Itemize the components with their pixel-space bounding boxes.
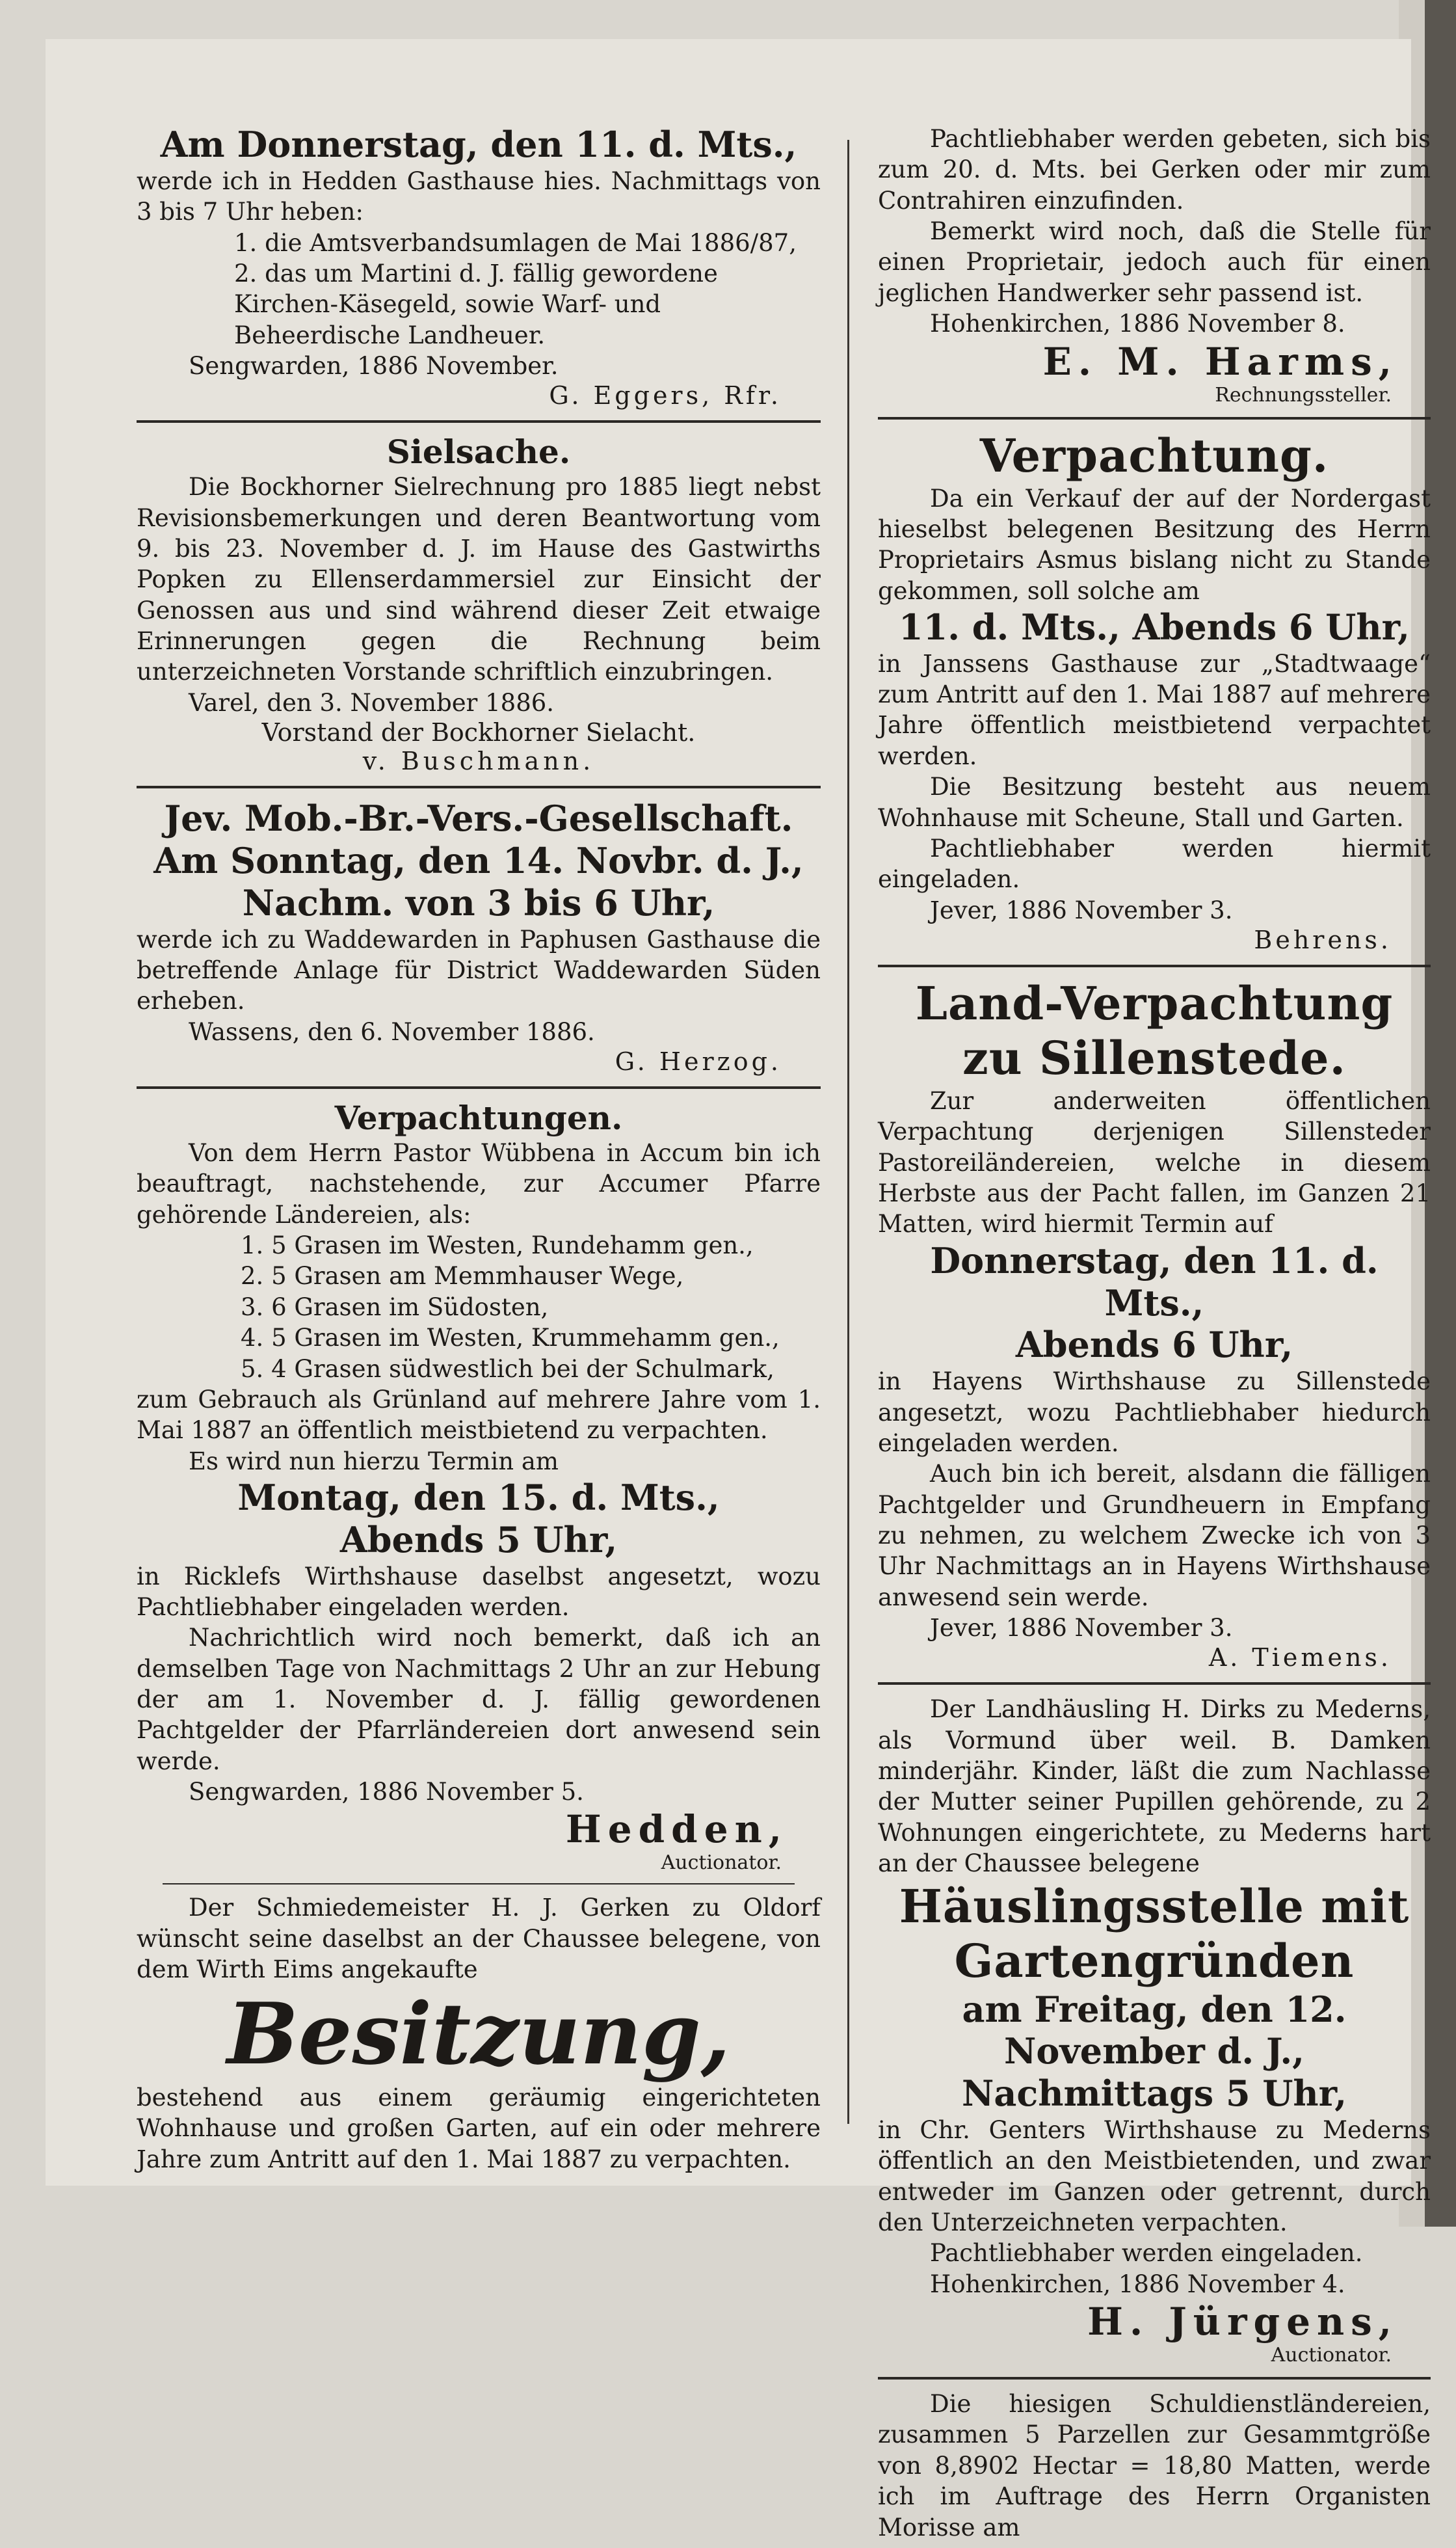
notice-date-heading: Montag, den 15. d. Mts., <box>237 1476 720 1518</box>
notice-text: Der Landhäusling H. Dirks zu Mederns, als Vormund über weil. B. Damken minderjähr. Kinder, läßt die zum Nachlasse der Mutter seiner Pupillen gehörende, zu 2 Wohnungen eingerichtete, zu Mederns hart an der Chaussee belegene <box>878 1695 1431 1878</box>
notice-text: in Ricklefs Wirthshause daselbst angesetzt, wozu Pachtliebhaber eingeladen werden. <box>137 1562 821 1621</box>
notice-date: Jever, 1886 November 3. <box>930 896 1233 924</box>
section-rule <box>878 965 1431 967</box>
notice-text: Der Schmiedemeister H. J. Gerken zu Oldorf wünscht seine daselbst an der Chaussee belegene, von dem Wirth Eims angekaufte <box>137 1894 821 1984</box>
notice-text: Die Bockhorner Sielrechnung pro 1885 liegt nebst Revisionsbemerkungen und deren Beantwortung vom 9. bis 23. November d. J. im Hause des Gastwirths Popken zu Ellenserdammersiel zur Einsicht der Genossen aus und sind während dieser Zeit etwaige Erinnerungen gegen die Rechnung beim unterzeichneten Vorstande schriftlich einzubringen. <box>137 473 821 686</box>
notice-text: Die Besitzung besteht aus neuem Wohnhause mit Scheune, Stall und Garten. <box>878 773 1431 832</box>
notice-heading-2: Gartengründen <box>954 1933 1355 1988</box>
notice-heading: Verpachtung. <box>979 428 1329 483</box>
notice-signature: G. Herzog. <box>615 1047 782 1077</box>
notice-signature: Hedden, <box>565 1807 788 1852</box>
notice-subheading: zu Sillenstede. <box>962 1030 1346 1085</box>
notice-date-heading: Am Sonntag, den 14. Novbr. d. J., <box>153 839 804 881</box>
notice-board: Vorstand der Bockhorner Sielacht. <box>261 718 696 747</box>
notice-text: in Chr. Genters Wirthshause zu Mederns öffentlich an den Meistbietenden, und zwar entweder im Ganzen oder getrennt, durch den Unterzeichneten verpachten. <box>878 2115 1431 2237</box>
notice-date: Sengwarden, 1886 November. <box>189 351 559 380</box>
column-divider <box>847 140 849 2124</box>
section-rule <box>163 1883 795 1884</box>
notice-tax-collection <box>137 124 821 410</box>
notice-text: Pachtliebhaber werden hiermit eingeladen. <box>878 834 1431 894</box>
notice-text: Pachtliebhaber werden eingeladen. <box>930 2239 1363 2268</box>
notice-role: Auctionator. <box>661 1851 782 1875</box>
notice-continued <box>878 124 1431 407</box>
notice-verpachtungen <box>137 1098 821 1874</box>
notice-heading: Häuslingsstelle mit <box>899 1879 1410 1933</box>
list-item: 4. 5 Grasen im Westen, Krummehamm gen., <box>241 1324 780 1352</box>
notice-role: Rechnungssteller. <box>1215 383 1392 407</box>
notice-schuldienst <box>878 2389 1431 2543</box>
notice-heading: Sielsache. <box>386 433 571 472</box>
list-item: 1. die Amtsverbandsumlagen de Mai 1886/87, <box>234 228 797 257</box>
notice-haeuslingsstelle <box>878 1694 1431 2367</box>
notice-heading: Besitzung, <box>226 1983 731 2084</box>
right-column <box>878 124 1431 2548</box>
notice-text: werde ich zu Waddewarden in Paphusen Gasthause die betreffende Anlage für District Waddewarden Süden erheben. <box>137 925 821 1015</box>
notice-signature: v. Buschmann. <box>362 747 595 776</box>
notice-time-heading: Abends 6 Uhr, <box>1015 1324 1293 1366</box>
notice-text: Von dem Herrn Pastor Wübbena in Accum bin ich beauftragt, nachstehende, zur Accumer Pfarre gehörende Ländereien, als: <box>137 1139 821 1229</box>
section-rule <box>137 1086 821 1089</box>
notice-text: Pachtliebhaber werden gebeten, sich bis zum 20. d. Mts. bei Gerken oder mir zum Contrahiren einzufinden. <box>878 125 1431 215</box>
notice-text: in Janssens Gasthause zur „Stadtwaage“ zum Antritt auf den 1. Mai 1887 auf mehrere Jahre öffentlich meistbietend verpachtet werden. <box>878 649 1431 770</box>
list-item: 1. 5 Grasen im Westen, Rundehamm gen., <box>241 1231 754 1260</box>
notice-heading: Am Donnerstag, den 11. d. Mts., <box>160 124 797 165</box>
list-item: 3. 6 Grasen im Südosten, <box>241 1293 549 1321</box>
notice-date: Hohenkirchen, 1886 November 8. <box>930 310 1345 338</box>
notice-date: Varel, den 3. November 1886. <box>189 688 555 717</box>
notice-signature: E. M. Harms, <box>1042 339 1398 384</box>
notice-heading: Land-Verpachtung <box>915 976 1394 1030</box>
notice-text: Bemerkt wird noch, daß die Stelle für einen Proprietair, jedoch auch für einen jeglichen Handwerker sehr passend ist. <box>878 217 1431 307</box>
notice-text: in Hayens Wirthshause zu Sillenstede angesetzt, wozu Pachtliebhaber hiedurch eingeladen werden. <box>878 1367 1431 1457</box>
notice-heading: Jev. Mob.-Br.-Vers.-Gesellschaft. <box>164 798 793 840</box>
notice-date-heading: 11. d. Mts., Abends 6 Uhr, <box>899 606 1410 648</box>
notice-land-verpachtung <box>878 976 1431 1672</box>
notice-signature: H. Jürgens, <box>1087 2300 1398 2344</box>
section-rule <box>878 2377 1431 2380</box>
section-rule <box>878 1682 1431 1685</box>
list-item: 2. 5 Grasen am Memmhauser Wege, <box>241 1262 684 1291</box>
notice-text: Auch bin ich bereit, alsdann die fälligen Pachtgelder und Grundheuern in Empfang zu nehmen, zu welchem Zwecke ich von 3 Uhr Nachmittags an in Hayens Wirthshause anwesend sein werde. <box>878 1460 1431 1611</box>
notice-text: Zur anderweiten öffentlichen Verpachtung derjenigen Sillensteder Pastoreiländereien, welche in diesem Herbste aus der Pacht fallen, im Ganzen 21 Matten, wird hiermit Termin auf <box>878 1086 1431 1239</box>
notice-time-heading: Nachmittags 5 Uhr, <box>961 2072 1347 2115</box>
section-rule <box>137 420 821 423</box>
notice-heading: Verpachtungen. <box>334 1099 623 1138</box>
notice-besitzung <box>137 1892 821 2175</box>
notice-text: Es wird nun hierzu Termin am <box>189 1447 559 1475</box>
list-item: 5. 4 Grasen südwestlich bei der Schulmark, <box>241 1354 774 1383</box>
notice-date: Hohenkirchen, 1886 November 4. <box>930 2270 1345 2298</box>
section-rule <box>878 417 1431 420</box>
notice-text: Da ein Verkauf der auf der Nordergast hieselbst belegenen Besitzung des Herrn Proprietairs Asmus bislang nicht zu Stande gekommen, soll solche am <box>878 484 1431 605</box>
notice-time-heading: Abends 5 Uhr, <box>339 1518 618 1561</box>
notice-text: zum Gebrauch als Grünland auf mehrere Jahre vom 1. Mai 1887 an öffentlich meistbietend zu verpachten. <box>137 1385 821 1445</box>
notice-date: Jever, 1886 November 3. <box>930 1614 1233 1643</box>
notice-role: Auctionator. <box>1271 2344 1392 2367</box>
notice-date: Wassens, den 6. November 1886. <box>189 1017 595 1046</box>
notice-text: bestehend aus einem geräumig eingerichteten Wohnhause und großen Garten, auf ein oder mehrere Jahre zum Antritt auf den 1. Mai 1887 zu verpachten. <box>137 2084 821 2173</box>
notice-date: Sengwarden, 1886 November 5. <box>189 1778 584 1806</box>
list-item: 2. das um Martini d. J. fällig gewordene Kirchen-Käsegeld, sowie Warf- und Beheerdische Landheuer. <box>234 259 718 349</box>
notice-time-heading: Nachm. von 3 bis 6 Uhr, <box>242 881 715 924</box>
notice-text: Die hiesigen Schuldienstländereien, zusammen 5 Parzellen zur Gesammtgröße von 8,8902 Hectar = 18,80 Matten, werde ich im Auftrage des Herrn Organisten Morisse am <box>878 2390 1431 2541</box>
notice-signature: A. Tiemens. <box>1208 1643 1392 1672</box>
notice-text: werde ich in Hedden Gasthause hies. Nachmittags von 3 bis 7 Uhr heben: <box>137 167 821 226</box>
notice-signature: Behrens. <box>1254 925 1392 954</box>
notice-date-heading: am Freitag, den 12. November d. J., <box>962 1988 1347 2072</box>
notice-text: Nachrichtlich wird noch bemerkt, daß ich an demselben Tage von Nachmittags 2 Uhr an zur Hebung der am 1. November d. J. fällig gewordenen Pachtgelder der Pfarrländereien dort anwesend sein werde. <box>137 1624 821 1775</box>
section-rule <box>137 786 821 788</box>
notice-insurance <box>137 798 821 1076</box>
notice-date-heading: Donnerstag, den 11. d. Mts., <box>930 1239 1379 1324</box>
notice-sielsache <box>137 432 821 775</box>
left-column <box>137 124 821 2180</box>
notice-signature: G. Eggers, Rfr. <box>549 381 782 410</box>
notice-verpachtung <box>878 429 1431 954</box>
